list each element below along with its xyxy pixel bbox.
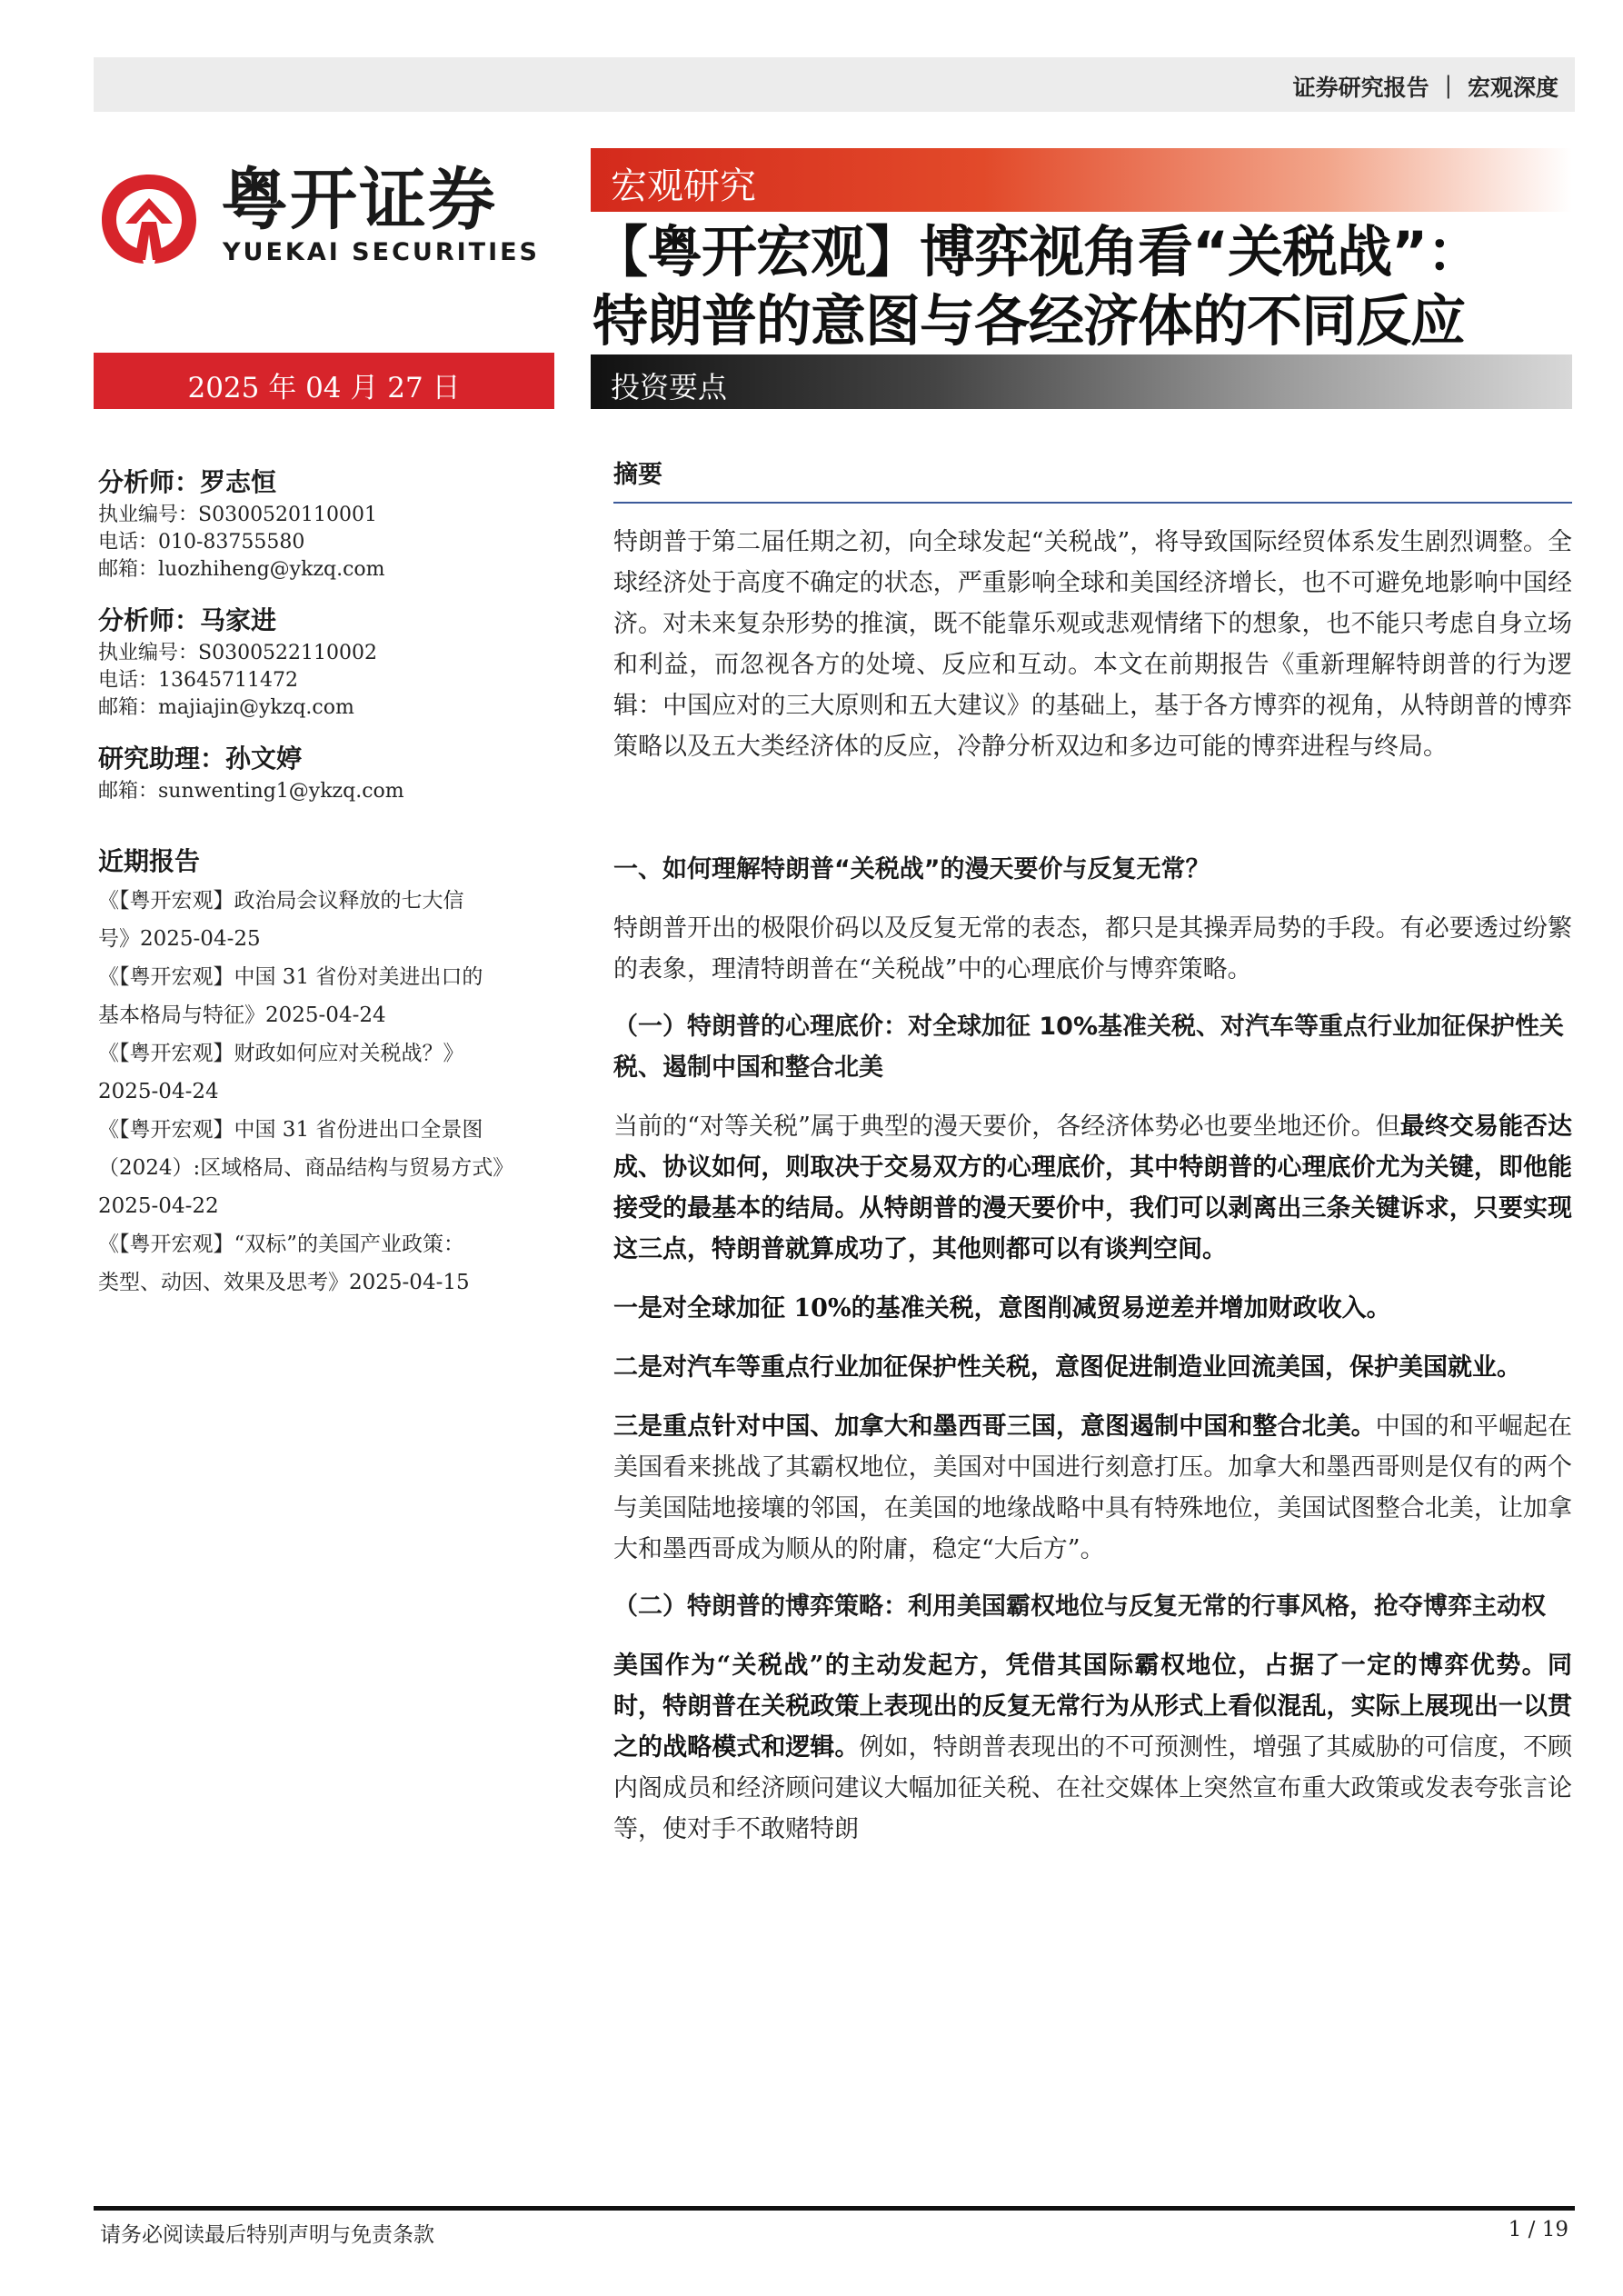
recent-report-item[interactable]: 类型、动因、效果及思考》2025-04-15 (98, 1271, 470, 1294)
investment-banner (591, 354, 1572, 409)
analyst-phone: 电话：010-83755580 (98, 531, 305, 554)
analyst-license: 执业编号：S0300520110001 (98, 504, 378, 526)
sidebar (98, 464, 553, 1302)
investment-label: 投资要点 (611, 370, 728, 404)
recent-reports-title: 近期报告 (98, 846, 201, 876)
subsection-1-heading: （一）特朗普的心理底价：对全球加征 10%基准关税、对汽车等重点行业加征保护性关税、遏制中国和整合北美 (613, 1013, 1565, 1082)
recent-report-item[interactable]: 《【粤开宏观】中国 31 省份进出口全景图 (98, 1118, 483, 1142)
recent-report-item[interactable]: （2024）:区域格局、商品结构与贸易方式》 (98, 1156, 514, 1180)
subsection-1-paragraph (613, 1106, 1572, 1270)
paragraph-normal-text: 中国的和平崛起在美国看来挑战了其霸权地位，美国对中国进行刻意打压。加拿大和墨西哥则是仅有的两个与美国陆地接壤的邻国，在美国的地缘战略中具有特殊地位，美国试图整合北美，让加拿大和墨西哥成为顺从的附庸，稳定“大后方”。 (613, 1413, 1573, 1563)
report-title (592, 218, 1574, 356)
key-point-1: 一是对全球加征 10%的基准关税，意图削减贸易逆差并增加财政收入。 (613, 1294, 1391, 1323)
title-line-2: 特朗普的意图与各经济体的不同反应 (592, 289, 1466, 354)
assistant-email[interactable]: 邮箱：sunwenting1@ykzq.com (98, 780, 404, 803)
abstract-text: 特朗普于第二届任期之初，向全球发起“关税战”，将导致国际经贸体系发生剧烈调整。全球经济处于高度不确定的状态，严重影响全球和美国经济增长，也不可避免地影响中国经济。对未来复杂形势的推演，既不能靠乐观或悲观情绪下的想象，也不能只考虑自身立场和利益，而忽视各方的处境、反应和互动。本文在前期报告《重新理解特朗普的行为逻辑：中国应对的三大原则和五大建议》的基础上，基于各方博弈的视角，从特朗普的博弈策略以及五大类经济体的反应，冷静分析双边和多边可能的博弈进程与终局。 (613, 528, 1572, 761)
paragraph-bold-text: 美国作为“关税战”的主动发起方，凭借其国际霸权地位，占据了一定的博弈优势。同时，特朗普在关税政策上表现出的反复无常行为从形式上看似混乱，实际上展现出一以贯之的战略模式和逻辑。 (613, 1652, 1572, 1762)
key-point-3 (613, 1406, 1572, 1570)
analyst-name: 分析师：马家进 (98, 605, 277, 635)
report-date-box (94, 353, 554, 409)
section-1-intro: 特朗普开出的极限价码以及反复无常的表态，都只是其操弄局势的手段。有必要透过纷繁的表象，理清特朗普在“关税战”中的心理底价与博弈策略。 (613, 914, 1572, 983)
report-category: 证券研究报告 ｜ 宏观深度 (1292, 75, 1558, 101)
analyst-block (98, 464, 553, 584)
page-number: 1 / 19 (1508, 2218, 1568, 2241)
analyst-email[interactable]: 邮箱：luozhiheng@ykzq.com (98, 558, 385, 581)
assistant-block (98, 740, 553, 805)
main-content (613, 454, 1572, 1850)
analyst-phone: 电话：13645711472 (98, 669, 298, 692)
report-date: 2025 年 04 月 27 日 (187, 372, 461, 404)
title-line-1: 【粤开宏观】博弈视角看“关税战”： (592, 220, 1482, 285)
analyst-name: 分析师：罗志恒 (98, 467, 277, 497)
paragraph-bold-text: 三是重点针对中国、加拿大和墨西哥三国，意图遏制中国和整合北美。 (613, 1413, 1376, 1441)
footer-disclaimer: 请务必阅读最后特别声明与免责条款 (100, 2223, 434, 2247)
paragraph-normal-text: 当前的“对等关税”属于典型的漫天要价，各经济体势必也要坐地还价。但 (613, 1113, 1400, 1141)
top-header-bar (94, 57, 1575, 112)
recent-report-item[interactable]: 号》2025-04-25 (98, 927, 261, 951)
subsection-2-paragraph (613, 1645, 1572, 1850)
abstract-heading: 摘要 (613, 454, 1572, 504)
section-banner (591, 148, 1572, 212)
assistant-name: 研究助理：孙文婷 (98, 744, 303, 774)
analyst-email[interactable]: 邮箱：majiajin@ykzq.com (98, 696, 354, 719)
recent-report-item[interactable]: 《【粤开宏观】政治局会议释放的七大信 (98, 889, 464, 913)
section-1-heading: 一、如何理解特朗普“关税战”的漫天要价与反复无常？ (613, 855, 1210, 883)
recent-report-item[interactable]: 2025-04-24 (98, 1080, 219, 1103)
key-point-2: 二是对汽车等重点行业加征保护性关税，意图促进制造业回流美国，保护美国就业。 (613, 1353, 1521, 1382)
company-logo (98, 161, 557, 273)
recent-report-item[interactable]: 《【粤开宏观】中国 31 省份对美进出口的 (98, 965, 483, 989)
section-label: 宏观研究 (611, 165, 756, 207)
recent-report-item[interactable]: 基本格局与特征》2025-04-24 (98, 1003, 386, 1027)
logo-english-name: YUEKAI SECURITIES (223, 238, 541, 266)
subsection-2-heading: （二）特朗普的博弈策略：利用美国霸权地位与反复无常的行事风格，抢夺博弈主动权 (613, 1592, 1546, 1621)
recent-report-item[interactable]: 《【粤开宏观】财政如何应对关税战？》 (98, 1042, 464, 1065)
paragraph-bold-text: 最终交易能否达成、协议如何，则取决于交易双方的心理底价，其中特朗普的心理底价尤为关键，即他能接受的最基本的结局。从特朗普的漫天要价中，我们可以剥离出三条关键诉求，只要实现这三点，特朗普就算成功了，其他则都可以有谈判空间。 (613, 1113, 1573, 1263)
analyst-block (98, 602, 553, 722)
footer-divider (94, 2206, 1575, 2211)
paragraph-normal-text: 例如，特朗普表现出的不可预测性，增强了其威胁的可信度，不顾内阁成员和经济顾问建议大幅加征关税、在社交媒体上突然宣布重大政策或发表夸张言论等，使对手不敢赌特朗 (613, 1733, 1573, 1843)
recent-reports-list (98, 882, 553, 1302)
yuekai-logo-icon (98, 171, 200, 265)
recent-report-item[interactable]: 2025-04-22 (98, 1194, 219, 1218)
analyst-license: 执业编号：S0300522110002 (98, 642, 378, 664)
recent-report-item[interactable]: 《【粤开宏观】“双标”的美国产业政策： (98, 1233, 465, 1256)
logo-chinese-name: 粤开证券 (221, 161, 497, 239)
